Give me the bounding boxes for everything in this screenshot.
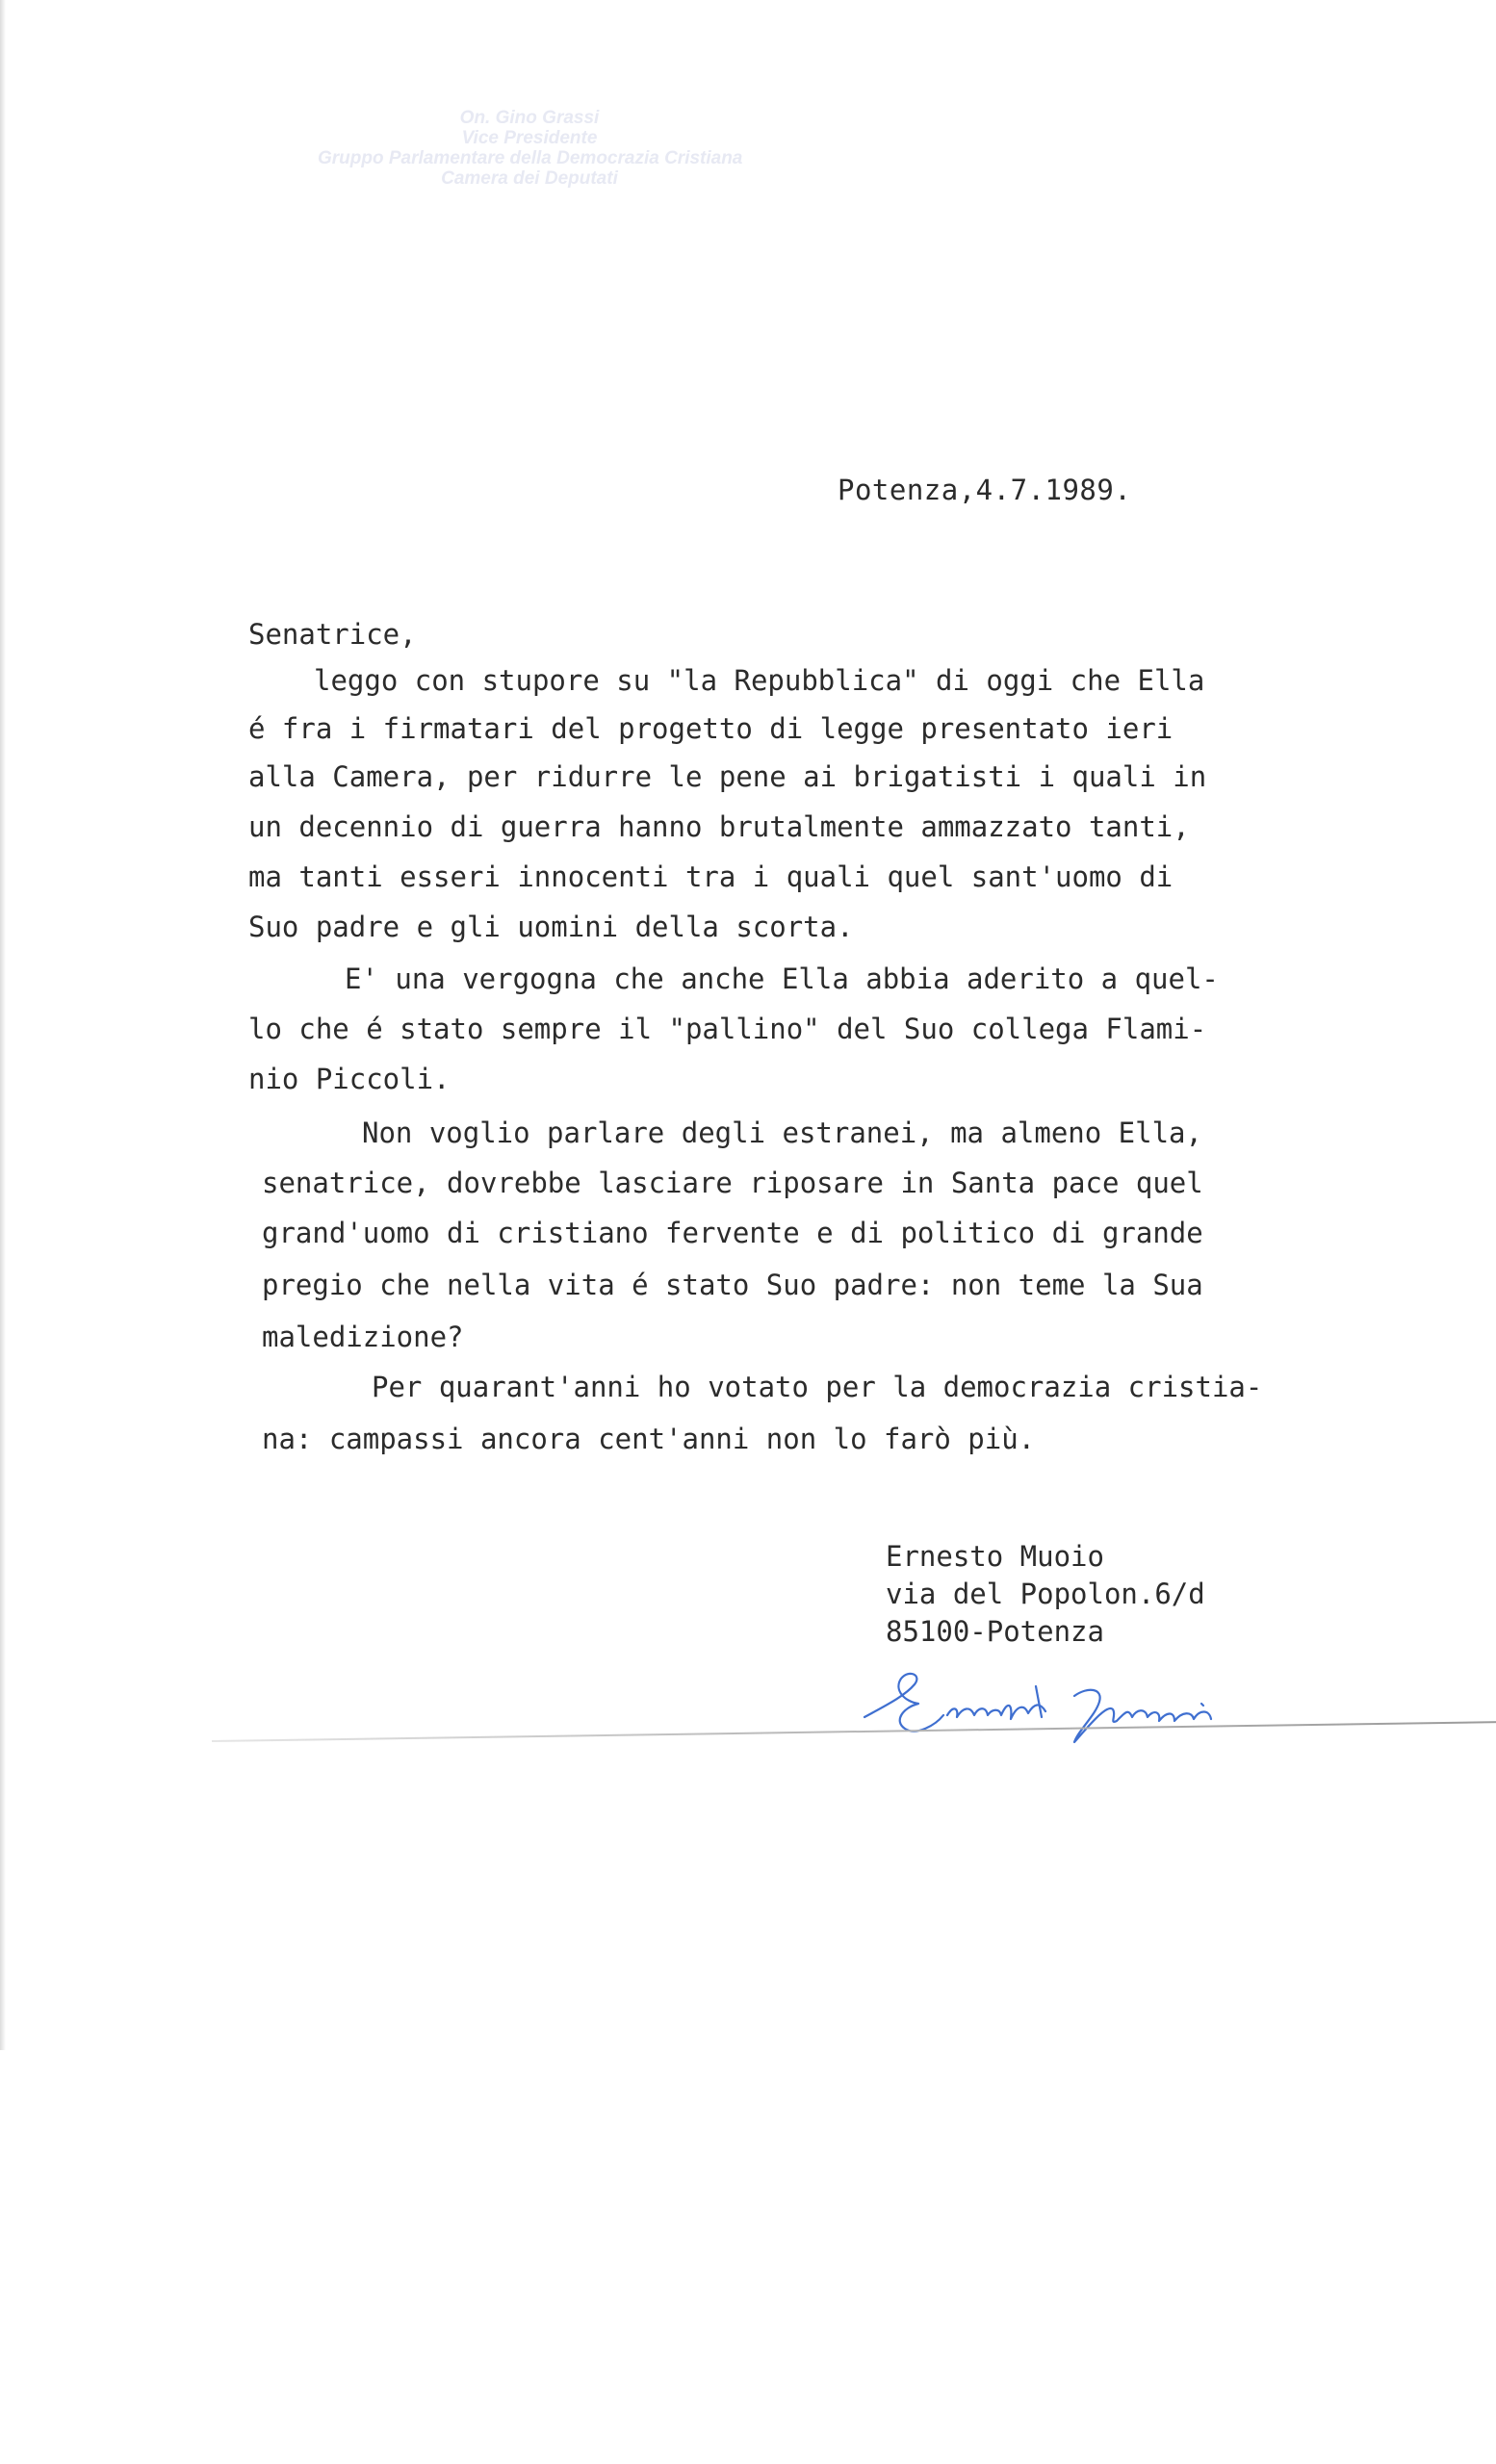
- sender-address-line1: via del Popolon.6/d: [886, 1578, 1205, 1610]
- letter-date: Potenza,4.7.1989.: [838, 474, 1132, 506]
- body-line: Per quarant'anni ho votato per la democrazia cristia-: [372, 1371, 1263, 1403]
- body-line: alla Camera, per ridurre le pene ai brigatisti i quali in: [248, 760, 1207, 793]
- body-line: un decennio di guerra hanno brutalmente ammazzato tanti,: [248, 810, 1190, 843]
- body-line: maledizione?: [262, 1321, 464, 1353]
- body-line: pregio che nella vita é stato Suo padre: non teme la Sua: [262, 1269, 1203, 1301]
- body-line: Non voglio parlare degli estranei, ma almeno Ella,: [362, 1116, 1202, 1149]
- salutation: Senatrice,: [248, 618, 417, 651]
- sender-address-line2: 85100-Potenza: [886, 1615, 1104, 1648]
- letterhead-stamp: [318, 108, 741, 189]
- handwritten-signature: [847, 1648, 1271, 1754]
- body-line: ma tanti esseri innocenti tra i quali quel sant'uomo di: [248, 860, 1174, 893]
- letterhead-line: On. Gino Grassi: [459, 108, 600, 128]
- body-line: na: campassi ancora cent'anni non lo farò più.: [262, 1423, 1036, 1455]
- letterhead-line: Camera dei Deputati: [441, 168, 618, 189]
- letterhead-line: Gruppo Parlamentare della Democrazia Cristiana: [318, 148, 743, 168]
- body-line: leggo con stupore su "la Repubblica" di oggi che Ella: [314, 664, 1205, 697]
- sender-name: Ernesto Muoio: [886, 1540, 1104, 1573]
- letterhead-line: Vice Presidente: [461, 128, 598, 148]
- body-line: senatrice, dovrebbe lasciare riposare in Santa pace quel: [262, 1167, 1203, 1199]
- body-line: Suo padre e gli uomini della scorta.: [248, 911, 854, 943]
- body-line: nio Piccoli.: [248, 1063, 451, 1095]
- body-line: grand'uomo di cristiano fervente e di politico di grande: [262, 1217, 1203, 1249]
- scan-edge: [0, 0, 6, 2050]
- body-line: é fra i firmatari del progetto di legge presentato ieri: [248, 712, 1174, 745]
- body-line: lo che é stato sempre il "pallino" del Suo collega Flami-: [248, 1013, 1207, 1045]
- sender-block: [886, 1538, 1205, 1651]
- body-line: E' una vergogna che anche Ella abbia aderito a quel-: [345, 962, 1219, 995]
